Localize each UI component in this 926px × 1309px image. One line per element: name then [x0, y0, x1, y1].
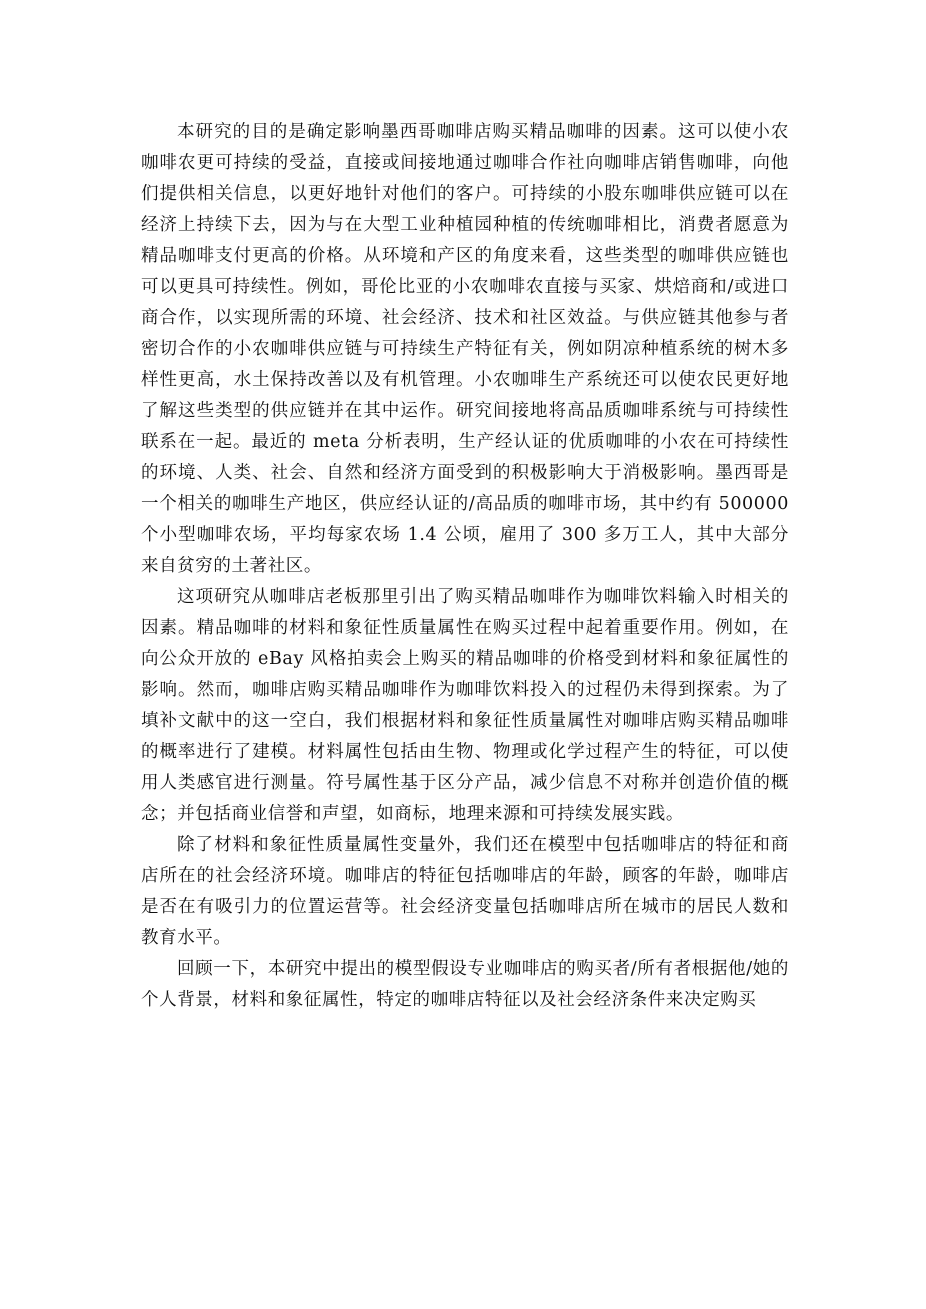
paragraph-shop-characteristics: 除了材料和象征性质量属性变量外，我们还在模型中包括咖啡店的特征和商店所在的社会经济环境。咖啡店的特征包括咖啡店的年龄，顾客的年龄，咖啡店是否在有吸引力的位置运营等。社会经济变量包括咖啡店所在城市的居民人数和教育水平。 — [141, 835, 789, 948]
paragraph-study-purpose: 本研究的目的是确定影响墨西哥咖啡店购买精品咖啡的因素。这可以使小农咖啡农更可持续的受益，直接或间接地通过咖啡合作社向咖啡店销售咖啡，向他们提供相关信息，以更好地针对他们的客户。可持续的小股东咖啡供应链可以在经济上持续下去，因为与在大型工业种植园种植的传统咖啡相比，消费者愿意为精品咖啡支付更高的价格。从环境和产区的角度来看，这些类型的咖啡供应链也可以更具可持续性。例如，哥伦比亚的小农咖啡农直接与买家、烘焙商和/或进口商合作，以实现所需的环境、社会经济、技术和社区效益。与供应链其他参与者密切合作的小农咖啡供应链与可持续生产特征有关，例如阴凉种植系统的树木多样性更高，水土保持改善以及有机管理。小农咖啡生产系统还可以使农民更好地了解这些类型的供应链并在其中运作。研究间接地将高品质咖啡系统与可持续性联系在一起。最近的 meta 分析表明，生产经认证的优质咖啡的小农在可持续性的环境、人类、社会、自然和经济方面受到的积极影响大于消极影响。墨西哥是一个相关的咖啡生产地区，供应经认证的/高品质的咖啡市场，其中约有 500000 个小型咖啡农场，平均每家农场 1.4 公顷，雇用了 300 多万工人，其中大部分来自贫穷的土著社区。 — [141, 122, 789, 576]
paragraph-model-summary: 回顾一下，本研究中提出的模型假设专业咖啡店的购买者/所有者根据他/她的个人背景，材料和象征属性，特定的咖啡店特征以及社会经济条件来决定购买 — [141, 959, 789, 1010]
paragraph-purchase-factors: 这项研究从咖啡店老板那里引出了购买精品咖啡作为咖啡饮料输入时相关的因素。精品咖啡的材料和象征性质量属性在购买过程中起着重要作用。例如，在向公众开放的 eBay 风格拍卖会上购买的精品咖啡的价格受到材料和象征属性的影响。然而，咖啡店购买精品咖啡作为咖啡饮料投入的过程仍未得到探索。为了填补文献中的这一空白，我们根据材料和象征性质量属性对咖啡店购买精品咖啡的概率进行了建模。材料属性包括由生物、物理或化学过程产生的特征，可以使用人类感官进行测量。符号属性基于区分产品，减少信息不对称并创造价值的概念；并包括商业信誉和声望，如商标，地理来源和可持续发展实践。 — [141, 587, 789, 824]
body-text — [141, 117, 789, 1016]
